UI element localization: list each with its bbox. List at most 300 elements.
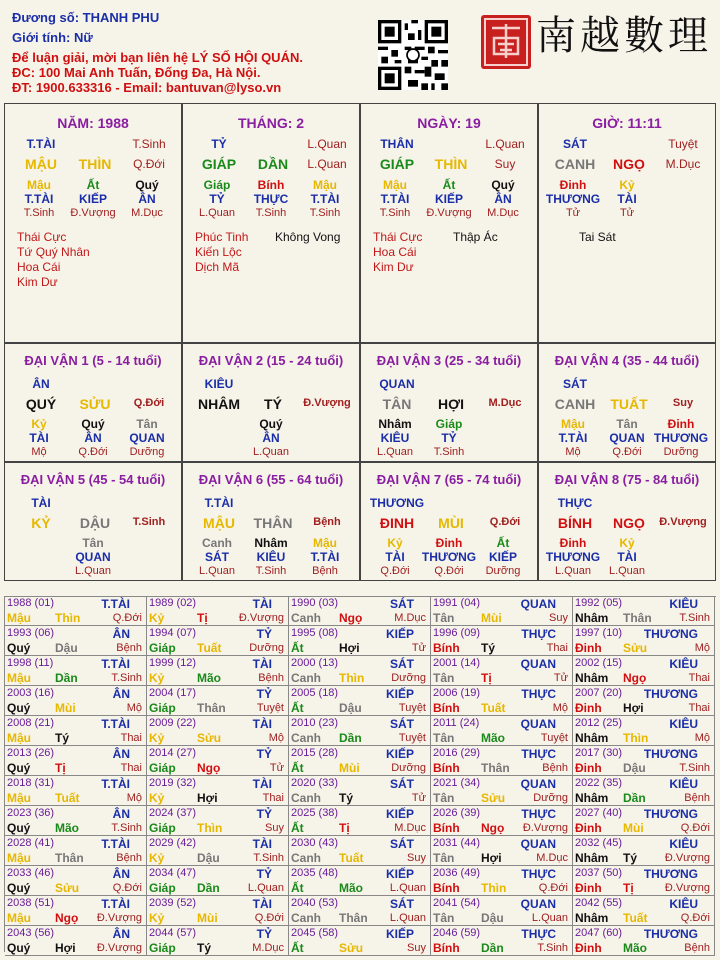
- year-cell: [5, 866, 147, 896]
- year-cell: [289, 926, 431, 956]
- year-stage: Thai: [688, 702, 710, 714]
- year-stage: L.Quan: [389, 912, 426, 924]
- hidden-stem: Đinh: [559, 178, 587, 192]
- luck-hidden-god: THƯƠNG: [653, 431, 709, 445]
- year-stem: Mậu: [7, 671, 31, 685]
- year-label: 2036 (49): [433, 867, 481, 879]
- luck-cell: [360, 462, 538, 581]
- year-cell: [5, 626, 147, 656]
- luck-hidden-god: T.TÀI: [310, 550, 340, 564]
- year-cell: [147, 926, 289, 956]
- year-stage: Q.Đới: [254, 912, 284, 924]
- year-branch: Mão: [55, 821, 79, 835]
- year-stem: Ất: [291, 881, 304, 895]
- year-label: 2018 (31): [7, 777, 55, 789]
- year-stage: Suy: [549, 612, 568, 624]
- year-cell: [5, 596, 147, 626]
- year-stage: Tuyệt: [540, 732, 568, 744]
- luck-hidden-god: QUAN: [75, 550, 111, 564]
- gender: Giới tính: Nữ: [12, 30, 93, 45]
- hidden-stage: M.Dục: [487, 207, 519, 219]
- year-label: 2015 (28): [291, 747, 339, 759]
- pillar-branch-stage: L.Quan: [485, 137, 525, 151]
- luck-hidden-god: KIÊU: [380, 431, 410, 445]
- year-cell: [431, 806, 573, 836]
- year-god: ÂN: [112, 927, 130, 941]
- year-cell: [573, 686, 715, 716]
- luck-hidden-stem: Đinh: [559, 536, 587, 550]
- year-god: QUAN: [520, 837, 556, 851]
- year-god: SÁT: [390, 717, 414, 731]
- luck-hidden-stem: Kỷ: [31, 417, 47, 431]
- luck-title: ĐẠI VẬN 4 (35 - 44 tuổi): [554, 353, 700, 368]
- year-god: KIÊU: [669, 777, 698, 791]
- year-cell: [431, 776, 573, 806]
- luck-hidden-stem: Nhâm: [254, 536, 288, 550]
- year-stage: Mộ: [694, 732, 710, 744]
- year-god: KIẾP: [385, 927, 414, 941]
- year-god: SÁT: [390, 597, 414, 611]
- year-label: 2032 (45): [575, 837, 623, 849]
- year-stem: Mậu: [7, 791, 31, 805]
- luck-hidden-stem: Tân: [616, 417, 638, 431]
- year-cell: [573, 596, 715, 626]
- luck-cell: [360, 343, 538, 462]
- year-god: T.TÀI: [101, 777, 130, 791]
- year-stage: M.Dục: [394, 612, 426, 624]
- year-stem: Giáp: [149, 641, 176, 655]
- year-stem: Bính: [433, 641, 460, 655]
- year-cell: [431, 626, 573, 656]
- year-branch: Dần: [197, 881, 220, 895]
- year-branch: Mùi: [197, 911, 218, 925]
- year-stage: M.Dục: [394, 822, 426, 834]
- year-god: KIẾP: [385, 687, 414, 701]
- year-branch: Ngọ: [623, 671, 647, 685]
- year-cell: [5, 806, 147, 836]
- year-stage: T.Sinh: [253, 852, 284, 864]
- year-cell: [573, 866, 715, 896]
- year-branch: Mùi: [55, 701, 76, 715]
- year-god: ÂN: [112, 867, 130, 881]
- year-stem: Đinh: [575, 641, 602, 655]
- luck-stem: KỶ: [31, 515, 51, 531]
- year-god: QUAN: [520, 657, 556, 671]
- year-label: 2024 (37): [149, 807, 197, 819]
- pillar-branch-stage: L.Quan: [307, 137, 347, 151]
- luck-stage: M.Dục: [488, 397, 522, 409]
- year-label: 2029 (42): [149, 837, 197, 849]
- hidden-god: ÂN: [494, 192, 512, 206]
- special-star: Không Vong: [275, 230, 341, 244]
- luck-hidden-stem: Tân: [82, 536, 104, 550]
- year-stem: Mậu: [7, 911, 31, 925]
- hidden-stage: T.Sinh: [309, 207, 341, 219]
- pillar-cell: [538, 103, 716, 343]
- year-god: THƯƠNG: [643, 927, 698, 941]
- luck-hidden-god: KIÊU: [256, 550, 286, 564]
- year-cell: [431, 596, 573, 626]
- luck-hidden-stem: Nhâm: [378, 417, 412, 431]
- year-cell: [573, 806, 715, 836]
- year-label: 1993 (06): [7, 627, 55, 639]
- year-god: TÀI: [252, 717, 272, 731]
- hidden-stage: Tử: [565, 207, 581, 219]
- year-cell: [431, 896, 573, 926]
- year-branch: Tị: [623, 881, 634, 895]
- year-stage: Bệnh: [542, 762, 568, 774]
- year-god: THƯƠNG: [643, 867, 698, 881]
- year-stage: Dưỡng: [391, 672, 426, 684]
- luck-hidden-stage: L.Quan: [376, 446, 414, 458]
- year-stage: T.Sinh: [111, 822, 142, 834]
- luck-stage: Bệnh: [313, 516, 341, 528]
- year-label: 2040 (53): [291, 897, 339, 909]
- year-god: TÀI: [252, 777, 272, 791]
- special-star: Tai Sát: [579, 230, 616, 244]
- year-god: THƯƠNG: [643, 627, 698, 641]
- year-god: SÁT: [390, 777, 414, 791]
- year-label: 2002 (15): [575, 657, 623, 669]
- year-label: 2004 (17): [149, 687, 197, 699]
- year-label: 2047 (60): [575, 927, 623, 939]
- pillar-stem-god: T.TÀI: [26, 137, 56, 151]
- year-cell: [573, 746, 715, 776]
- luck-god: THƯƠNG: [369, 496, 425, 510]
- year-branch: Mão: [481, 731, 505, 745]
- year-stage: Dưỡng: [249, 642, 284, 654]
- pillar-stem: GIÁP: [379, 156, 415, 172]
- luck-cell: [4, 462, 182, 581]
- year-stage: Bệnh: [116, 642, 142, 654]
- hidden-stage: T.Sinh: [23, 207, 55, 219]
- year-stem: Quý: [7, 701, 31, 715]
- luck-cell: [4, 343, 182, 462]
- pillar-branch-right: M.Dục: [665, 157, 701, 171]
- year-branch: Hợi: [623, 701, 644, 715]
- year-branch: Tuất: [623, 911, 648, 925]
- luck-god: T.TÀI: [204, 496, 234, 510]
- year-stem: Canh: [291, 611, 321, 625]
- year-stage: Tử: [411, 792, 426, 804]
- year-stem: Kỷ: [149, 851, 165, 865]
- luck-cell: [182, 343, 360, 462]
- luck-hidden-stage: Dưỡng: [129, 446, 165, 458]
- year-stem: Đinh: [575, 761, 602, 775]
- owner-name: Đương số: THANH PHU: [12, 10, 160, 25]
- luck-hidden-stem: Tân: [136, 417, 158, 431]
- year-stage: Suy: [265, 822, 284, 834]
- luck-hidden-stage: Mộ: [565, 446, 581, 458]
- year-god: QUAN: [520, 717, 556, 731]
- year-stage: Đ.Vượng: [664, 882, 710, 894]
- year-stage: L.Quan: [531, 912, 568, 924]
- year-label: 2019 (32): [149, 777, 197, 789]
- year-branch: Dần: [481, 941, 504, 955]
- year-cell: [5, 836, 147, 866]
- pillar-title: NĂM: 1988: [57, 115, 129, 131]
- luck-stage: Đ.Vượng: [659, 516, 707, 528]
- year-stage: T.Sinh: [111, 672, 142, 684]
- year-cell: [573, 836, 715, 866]
- year-label: 2020 (33): [291, 777, 339, 789]
- luck-stem: TÂN: [382, 396, 412, 412]
- year-cell: [573, 626, 715, 656]
- year-god: KIÊU: [669, 837, 698, 851]
- year-branch: Thìn: [197, 821, 223, 835]
- year-branch: Dậu: [339, 701, 362, 715]
- year-stem: Quý: [7, 641, 31, 655]
- year-label: 2035 (48): [291, 867, 339, 879]
- luck-hidden-stem: Đinh: [435, 536, 463, 550]
- year-stem: Giáp: [149, 881, 176, 895]
- year-stage: M.Dục: [536, 852, 568, 864]
- pillar-branch-stage: T.Sinh: [132, 137, 166, 151]
- luck-stem: NHÂM: [198, 396, 240, 412]
- year-label: 2030 (43): [291, 837, 339, 849]
- hidden-god: T.TÀI: [24, 192, 54, 206]
- year-cell: [289, 716, 431, 746]
- pillar-branch-stage: Tuyệt: [668, 137, 698, 151]
- year-label: 2034 (47): [149, 867, 197, 879]
- year-stem: Ất: [291, 701, 304, 715]
- year-god: T.TÀI: [101, 597, 130, 611]
- year-branch: Sửu: [197, 731, 222, 745]
- year-god: THƯƠNG: [643, 807, 698, 821]
- year-stem: Canh: [291, 791, 321, 805]
- year-label: 2039 (52): [149, 897, 197, 909]
- hidden-stage: L.Quan: [198, 207, 236, 219]
- year-branch: Tuất: [339, 851, 364, 865]
- year-stem: Canh: [291, 851, 321, 865]
- luck-hidden-stem: Mậu: [313, 536, 337, 550]
- year-god: T.TÀI: [101, 657, 130, 671]
- hidden-god: THƯƠNG: [545, 192, 601, 206]
- year-branch: Mão: [197, 671, 221, 685]
- year-branch: Tý: [339, 791, 354, 805]
- year-stage: Đ.Vượng: [96, 942, 142, 954]
- year-stem: Quý: [7, 881, 31, 895]
- year-cell: [147, 716, 289, 746]
- star-item: Hoa Cái: [17, 260, 61, 274]
- year-branch: Tị: [197, 611, 208, 625]
- year-cell: [431, 716, 573, 746]
- year-label: 2008 (21): [7, 717, 55, 729]
- year-label: 2009 (22): [149, 717, 197, 729]
- year-stem: Mậu: [7, 851, 31, 865]
- year-branch: Sửu: [623, 641, 648, 655]
- luck-hidden-god: KIẾP: [488, 550, 517, 564]
- year-label: 2007 (20): [575, 687, 623, 699]
- year-stem: Tân: [433, 851, 455, 865]
- year-god: QUAN: [520, 897, 556, 911]
- year-branch: Mão: [623, 941, 647, 955]
- year-stage: L.Quan: [389, 882, 426, 894]
- year-god: TÀI: [252, 897, 272, 911]
- year-stage: Q.Đới: [680, 912, 710, 924]
- qr-code-icon[interactable]: [378, 20, 448, 90]
- year-cell: [289, 836, 431, 866]
- year-stem: Quý: [7, 821, 31, 835]
- year-cell: [147, 896, 289, 926]
- pillar-title: NGÀY: 19: [417, 115, 481, 131]
- hidden-stem: Mậu: [27, 178, 51, 192]
- year-god: QUAN: [520, 777, 556, 791]
- year-stem: Giáp: [149, 821, 176, 835]
- star-item: Kim Dư: [373, 260, 414, 274]
- year-stage: Mộ: [694, 642, 710, 654]
- hidden-god: KIẾP: [78, 192, 107, 206]
- year-cell: [147, 866, 289, 896]
- year-stem: Tân: [433, 611, 455, 625]
- hidden-god: TÀI: [617, 192, 637, 206]
- special-star: Thập Ác: [453, 230, 498, 244]
- year-god: TỶ: [256, 687, 272, 701]
- year-god: KIÊU: [669, 897, 698, 911]
- year-stem: Giáp: [149, 941, 176, 955]
- year-cell: [573, 716, 715, 746]
- year-cell: [147, 776, 289, 806]
- year-stem: Canh: [291, 671, 321, 685]
- year-label: 1995 (08): [291, 627, 339, 639]
- year-god: T.TÀI: [101, 837, 130, 851]
- year-label: 1994 (07): [149, 627, 197, 639]
- year-label: 2026 (39): [433, 807, 481, 819]
- year-label: 1991 (04): [433, 597, 481, 609]
- year-branch: Hợi: [339, 641, 360, 655]
- year-stage: Đ.Vượng: [238, 612, 284, 624]
- luck-god: ÂN: [32, 377, 50, 391]
- luck-hidden-stem: Canh: [202, 536, 232, 550]
- pillar-title: GIỜ: 11:11: [592, 115, 662, 131]
- luck-cell: [182, 462, 360, 581]
- year-label: 2046 (59): [433, 927, 481, 939]
- year-stem: Tân: [433, 791, 455, 805]
- year-branch: Dậu: [623, 761, 646, 775]
- luck-hidden-stage: Q.Đới: [78, 446, 108, 458]
- year-cell: [289, 686, 431, 716]
- hidden-stage: T.Sinh: [379, 207, 411, 219]
- year-stage: Đ.Vượng: [664, 852, 710, 864]
- year-stem: Bính: [433, 701, 460, 715]
- luck-branch: DẬU: [79, 515, 111, 531]
- year-label: 2003 (16): [7, 687, 55, 699]
- year-stem: Ất: [291, 641, 304, 655]
- hidden-stem: Mậu: [313, 178, 337, 192]
- year-stem: Canh: [291, 731, 321, 745]
- luck-god: KIÊU: [204, 377, 234, 391]
- year-stem: Bính: [433, 881, 460, 895]
- luck-hidden-god: THƯƠNG: [545, 550, 601, 564]
- year-god: KIẾP: [385, 807, 414, 821]
- year-branch: Thìn: [55, 611, 81, 625]
- luck-hidden-stem: Kỷ: [387, 536, 403, 550]
- luck-stage: Suy: [672, 397, 694, 409]
- star-item: Thái Cực: [17, 230, 67, 244]
- year-cell: [5, 776, 147, 806]
- luck-branch: HỢI: [438, 396, 464, 412]
- year-god: KIÊU: [669, 717, 698, 731]
- luck-god: SÁT: [563, 377, 587, 391]
- year-stage: Bệnh: [116, 852, 142, 864]
- year-god: KIẾP: [385, 747, 414, 761]
- luck-hidden-stage: Q.Đới: [380, 565, 410, 577]
- year-cell: [5, 746, 147, 776]
- year-label: 1997 (10): [575, 627, 623, 639]
- luck-stage: T.Sinh: [132, 516, 166, 528]
- year-cell: [431, 746, 573, 776]
- year-label: 2017 (30): [575, 747, 623, 759]
- luck-branch: THÂN: [253, 515, 293, 531]
- year-god: THỰC: [521, 927, 556, 941]
- year-god: SÁT: [390, 837, 414, 851]
- hidden-stem: Mậu: [383, 178, 407, 192]
- hidden-god: ÂN: [138, 192, 156, 206]
- year-god: THỰC: [521, 747, 556, 761]
- year-stem: Ất: [291, 941, 304, 955]
- year-label: 2012 (25): [575, 717, 623, 729]
- year-god: THƯƠNG: [643, 747, 698, 761]
- year-stage: Tử: [553, 672, 568, 684]
- year-branch: Ngọ: [55, 911, 79, 925]
- luck-hidden-god: ÂN: [262, 431, 280, 445]
- luck-title: ĐẠI VẬN 7 (65 - 74 tuổi): [376, 472, 522, 487]
- year-stage: Thai: [120, 732, 142, 744]
- luck-hidden-stem: Ất: [496, 536, 510, 550]
- year-stage: Tuyệt: [398, 702, 426, 714]
- luck-stem: ĐINH: [379, 515, 415, 531]
- year-stem: Canh: [291, 911, 321, 925]
- year-cell: [289, 866, 431, 896]
- year-label: 2011 (24): [433, 717, 480, 729]
- hidden-stage: Đ.Vượng: [70, 207, 116, 219]
- year-branch: Dần: [55, 671, 78, 685]
- year-god: THỰC: [521, 627, 556, 641]
- year-branch: Ngọ: [339, 611, 363, 625]
- year-stem: Ất: [291, 761, 304, 775]
- year-cell: [289, 896, 431, 926]
- pillar-title: THÁNG: 2: [237, 115, 305, 131]
- year-branch: Tuất: [481, 701, 506, 715]
- year-cell: [147, 746, 289, 776]
- star-item: Tứ Quý Nhân: [17, 245, 90, 259]
- year-cell: [573, 926, 715, 956]
- year-stage: Thai: [546, 642, 568, 654]
- luck-branch: NGỌ: [613, 515, 645, 531]
- luck-stem: MẬU: [203, 515, 235, 531]
- luck-hidden-god: QUAN: [609, 431, 645, 445]
- year-stem: Giáp: [149, 761, 176, 775]
- hidden-stem: Bính: [257, 178, 285, 192]
- year-stage: Q.Đới: [680, 822, 710, 834]
- hidden-stem: Ất: [442, 178, 456, 192]
- year-stage: Mộ: [126, 702, 142, 714]
- year-god: ÂN: [112, 747, 130, 761]
- year-branch: Thân: [481, 761, 510, 775]
- year-stem: Mậu: [7, 731, 31, 745]
- luck-hidden-stage: L.Quan: [554, 565, 592, 577]
- year-branch: Tý: [481, 641, 496, 655]
- hidden-stage: Tử: [619, 207, 635, 219]
- year-god: SÁT: [390, 657, 414, 671]
- year-cell: [5, 716, 147, 746]
- year-cell: [5, 926, 147, 956]
- year-god: TỶ: [256, 627, 272, 641]
- year-label: 2010 (23): [291, 717, 339, 729]
- year-god: KIÊU: [669, 597, 698, 611]
- year-branch: Hợi: [197, 791, 218, 805]
- year-god: THỰC: [521, 867, 556, 881]
